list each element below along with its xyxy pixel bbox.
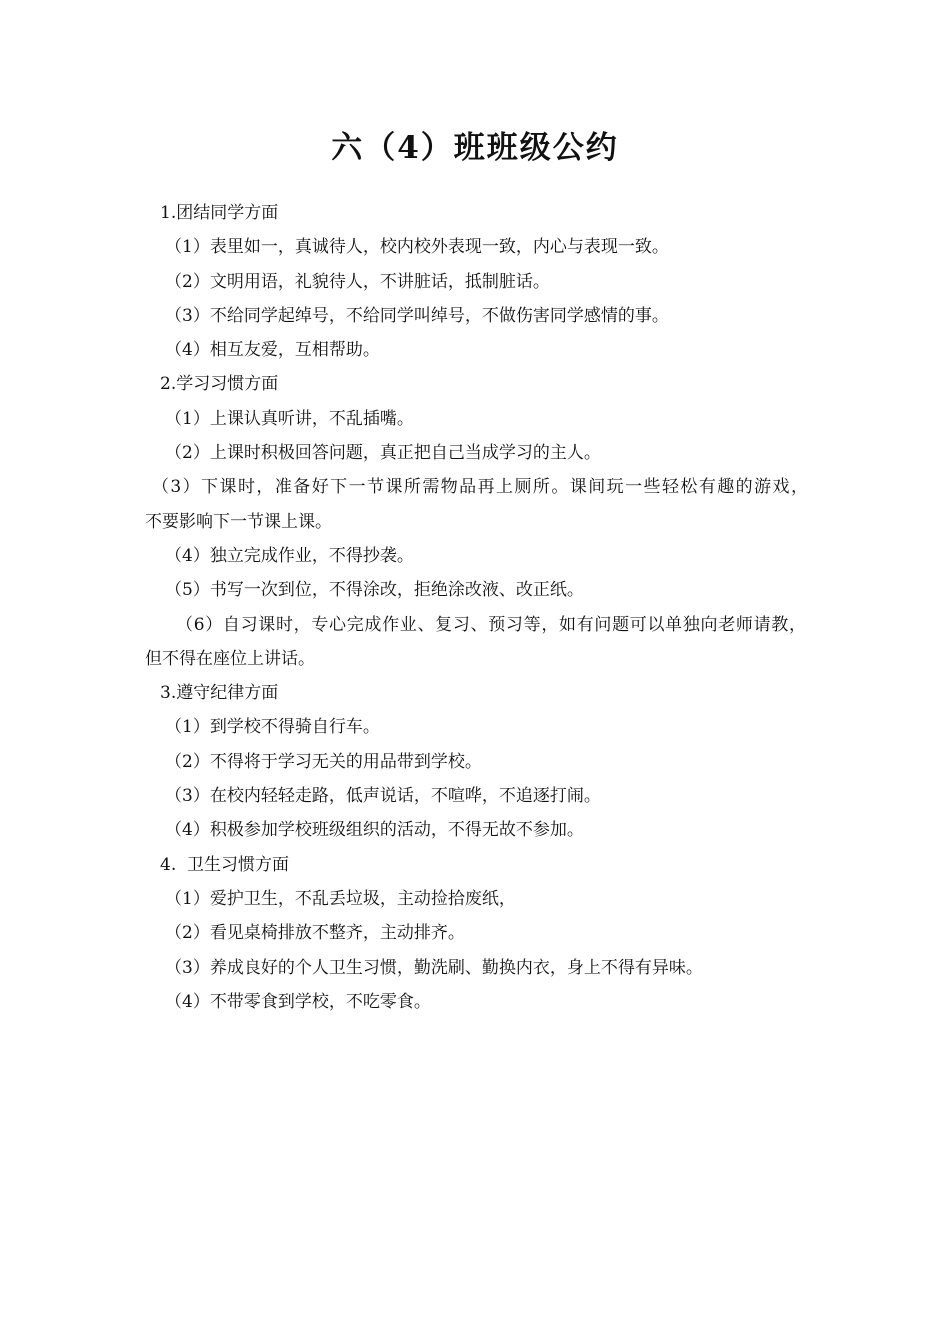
section-unity <box>0 196 950 367</box>
list-item-continuation: 但不得在座位上讲话。 <box>145 648 315 669</box>
list-item: （4）相互友爱，互相帮助。 <box>165 340 380 361</box>
list-item: （4）积极参加学校班级组织的活动，不得无故不参加。 <box>165 820 584 841</box>
document-body <box>0 196 950 1019</box>
list-item-wrapper <box>0 470 950 504</box>
list-item: （2）看见桌椅排放不整齐，主动排齐。 <box>165 923 465 944</box>
list-item: （3）养成良好的个人卫生习惯，勤洗刷、勤换内衣，身上不得有异味。 <box>165 957 703 978</box>
document-title: 六（4）班班级公约 <box>331 130 619 166</box>
section-study-habits <box>0 367 950 676</box>
section-discipline <box>0 676 950 847</box>
list-item: （3）不给同学起绰号，不给同学叫绰号，不做伤害同学感情的事。 <box>165 305 669 326</box>
list-item: （1）爱护卫生，不乱丢垃圾，主动捡拾废纸， <box>165 888 516 909</box>
list-item-continuation: 不要影响下一节课上课。 <box>145 511 332 532</box>
list-item: （3）下课时，准备好下一节课所需物品再上厕所。课间玩一些轻松有趣的游戏， <box>152 477 808 498</box>
section-heading: 1.团结同学方面 <box>160 203 279 223</box>
section-hygiene <box>0 848 950 1019</box>
list-item: （5）书写一次到位，不得涂改，拒绝涂改液、改正纸。 <box>165 580 584 601</box>
list-item: （2）上课时积极回答问题，真正把自己当成学习的主人。 <box>165 443 601 464</box>
list-item: （3）在校内轻轻走路，低声说话，不喧哗，不追逐打闹。 <box>165 786 601 807</box>
list-item: （2）不得将于学习无关的用品带到学校。 <box>165 751 482 772</box>
list-item: （1）表里如一，真诚待人，校内校外表现一致，内心与表现一致。 <box>165 237 669 258</box>
section-heading: 4. 卫生习惯方面 <box>160 854 290 875</box>
section-heading: 2.学习习惯方面 <box>160 374 279 395</box>
list-item: （1）上课认真听讲，不乱插嘴。 <box>165 408 414 429</box>
list-item: （6）自习课时，专心完成作业、复习、预习等，如有问题可以单独向老师请教， <box>176 614 806 635</box>
section-heading: 3.遵守纪律方面 <box>160 683 279 704</box>
list-item: （2）文明用语，礼貌待人，不讲脏话，抵制脏话。 <box>165 271 550 292</box>
list-item: （4）独立完成作业，不得抄袭。 <box>165 545 414 566</box>
list-item-wrapper <box>0 608 950 642</box>
list-item: （1）到学校不得骑自行车。 <box>165 717 380 738</box>
list-item: （4）不带零食到学校，不吃零食。 <box>165 991 431 1012</box>
